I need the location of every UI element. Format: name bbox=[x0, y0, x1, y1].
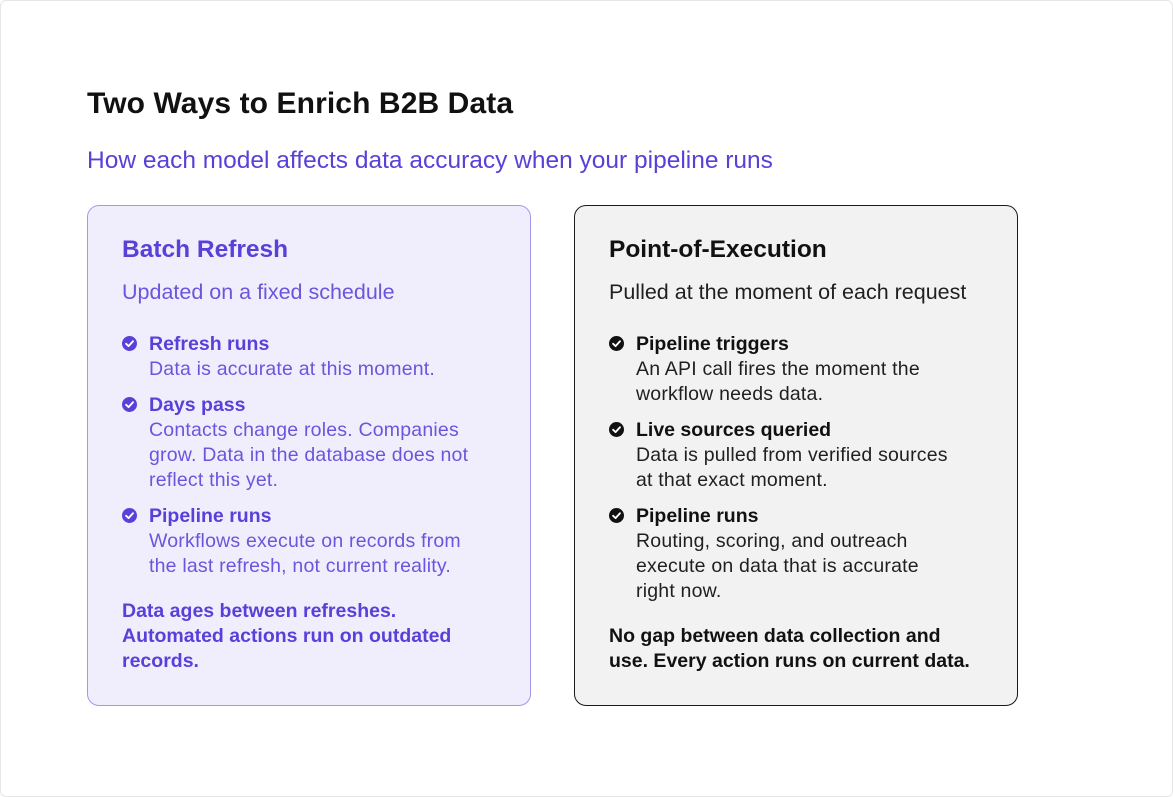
step-description-line: workflow needs data. bbox=[636, 383, 824, 405]
check-circle-icon bbox=[122, 508, 137, 523]
summary-line: records. bbox=[122, 650, 199, 672]
card-summary bbox=[609, 624, 1009, 674]
step-description-line: the last refresh, not current reality. bbox=[149, 555, 452, 577]
batch-refresh-card bbox=[87, 205, 531, 706]
check-circle-icon bbox=[609, 508, 624, 523]
card-title: Batch Refresh bbox=[122, 236, 289, 263]
summary-line: Data ages between refreshes. bbox=[122, 600, 397, 622]
step-description-line: Data is accurate at this moment. bbox=[149, 358, 436, 380]
step-description-line: at that exact moment. bbox=[636, 469, 828, 491]
check-circle-icon bbox=[122, 397, 137, 412]
check-circle-icon bbox=[609, 422, 624, 437]
point-of-execution-card bbox=[574, 205, 1018, 706]
summary-line: Automated actions run on outdated bbox=[122, 625, 452, 647]
step-description-line: An API call fires the moment the bbox=[636, 358, 920, 380]
step-item bbox=[609, 332, 1009, 407]
summary-line: use. Every action runs on current data. bbox=[609, 650, 970, 672]
step-item bbox=[122, 504, 522, 579]
step-item bbox=[122, 393, 522, 493]
step-description-line: right now. bbox=[636, 580, 722, 602]
step-description-line: Routing, scoring, and outreach bbox=[636, 530, 908, 552]
step-title: Pipeline triggers bbox=[636, 333, 789, 355]
summary-line: No gap between data collection and bbox=[609, 625, 941, 647]
card-summary bbox=[122, 599, 522, 674]
card-subtitle: Updated on a fixed schedule bbox=[122, 280, 395, 304]
step-description-line: execute on data that is accurate bbox=[636, 555, 919, 577]
diagram-subtitle: How each model affects data accuracy when your pipeline runs bbox=[87, 147, 773, 174]
step-item bbox=[122, 332, 522, 382]
step-description-line: grow. Data in the database does not bbox=[149, 444, 469, 466]
diagram-title: Two Ways to Enrich B2B Data bbox=[87, 87, 514, 120]
step-description-line: Workflows execute on records from bbox=[149, 530, 461, 552]
step-description-line: Contacts change roles. Companies bbox=[149, 419, 459, 441]
step-description-line: reflect this yet. bbox=[149, 469, 279, 491]
check-circle-icon bbox=[609, 336, 624, 351]
step-list bbox=[609, 332, 1009, 615]
step-item bbox=[609, 418, 1009, 493]
step-title: Days pass bbox=[149, 394, 246, 416]
step-description-line: Data is pulled from verified sources bbox=[636, 444, 948, 466]
check-circle-icon bbox=[122, 336, 137, 351]
card-title: Point-of-Execution bbox=[609, 236, 827, 263]
step-title: Refresh runs bbox=[149, 333, 270, 355]
card-subtitle: Pulled at the moment of each request bbox=[609, 280, 967, 304]
step-list bbox=[122, 332, 522, 590]
step-title: Live sources queried bbox=[636, 419, 832, 441]
step-title: Pipeline runs bbox=[149, 505, 272, 527]
step-item bbox=[609, 504, 1009, 604]
step-title: Pipeline runs bbox=[636, 505, 759, 527]
